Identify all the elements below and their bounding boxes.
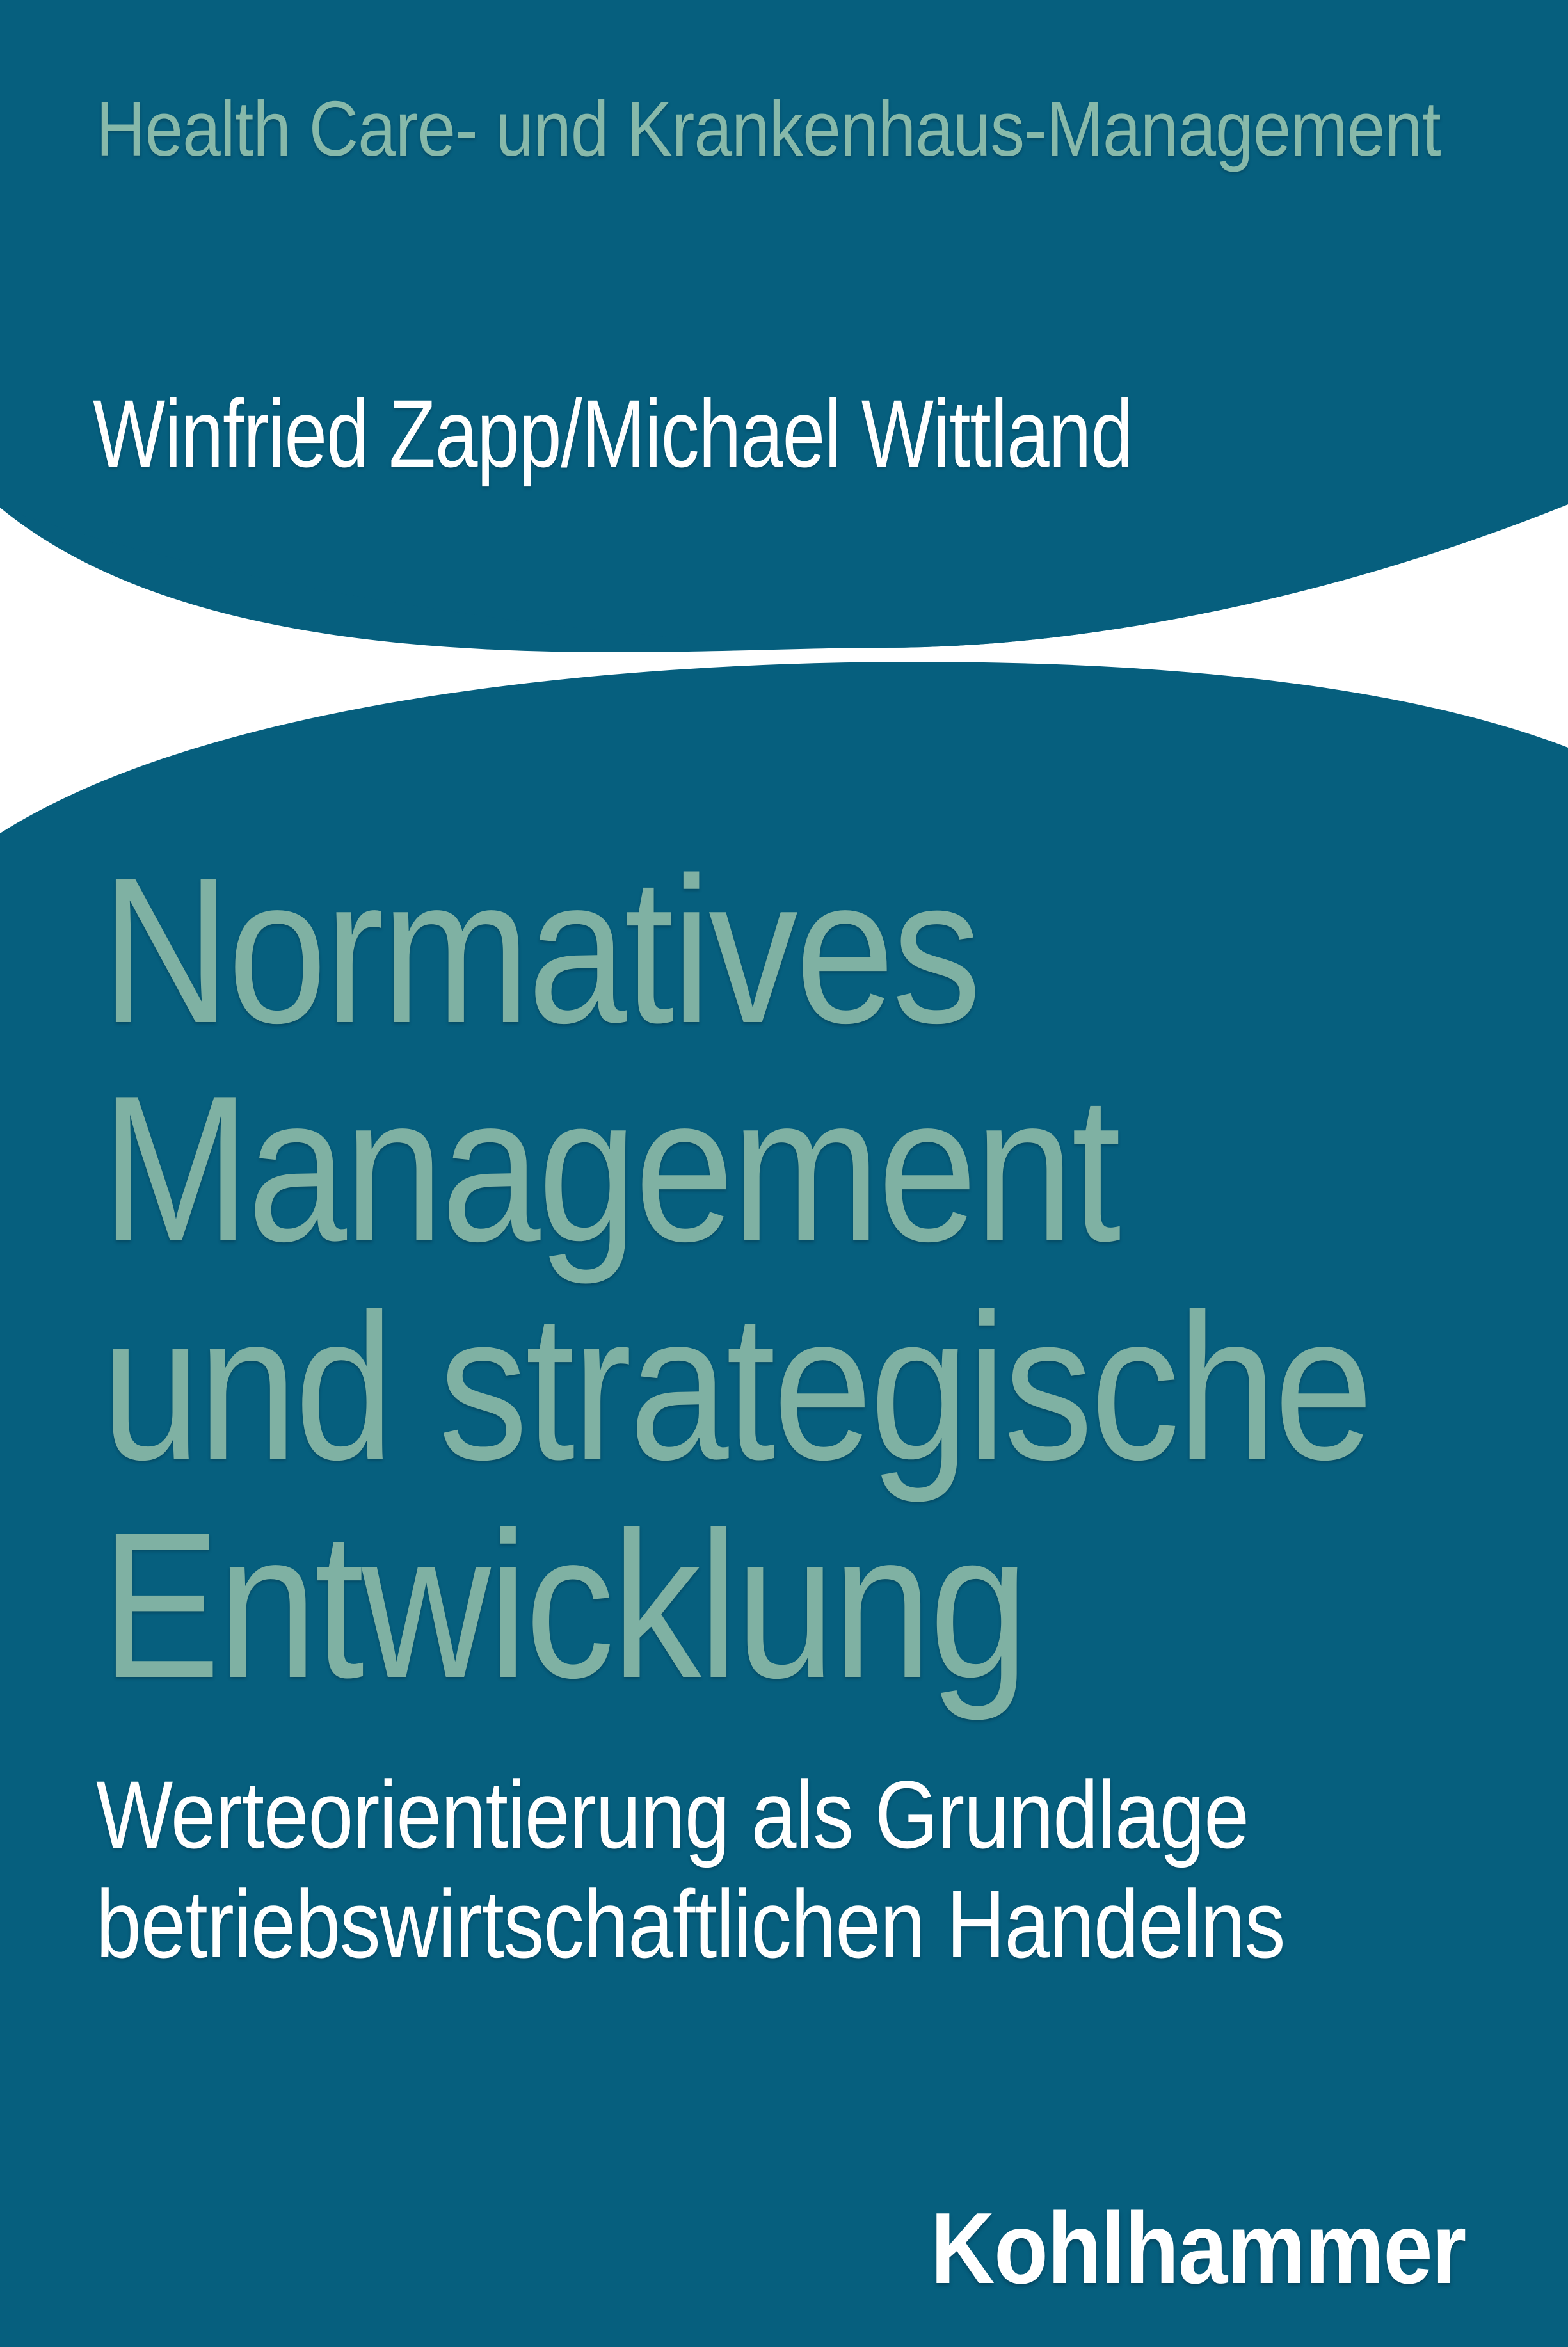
series-title: Health Care- und Krankenhaus-Management	[96, 85, 1441, 172]
author-names: Winfried Zapp/Michael Wittland	[93, 380, 1133, 487]
book-title	[101, 834, 1568, 1721]
book-title-line-2: Management	[101, 1052, 1119, 1285]
book-subtitle-line-2: betriebswirtschaftlichen Handelns	[96, 1870, 1285, 1978]
book-title-line-4: Entwicklung	[101, 1489, 1027, 1721]
book-subtitle	[96, 1760, 1494, 1979]
book-title-line-3: und strategische	[101, 1270, 1371, 1503]
publisher-logo: Kohlhammer	[931, 2192, 1466, 2305]
book-title-line-1: Normatives	[101, 834, 979, 1066]
book-subtitle-line-1: Werteorientierung als Grundlage	[96, 1761, 1249, 1868]
